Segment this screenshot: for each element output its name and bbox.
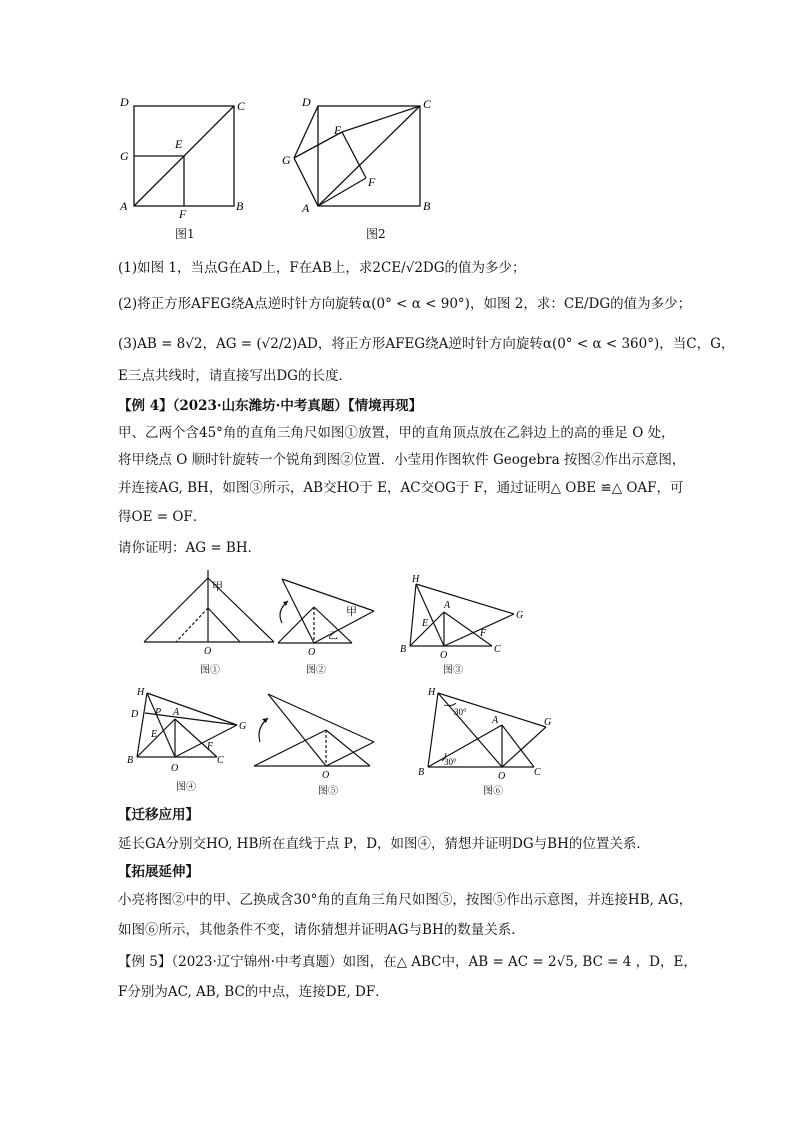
svg-text:O: O [308,647,316,655]
svg-text:A: A [444,600,451,611]
svg-text:A: A [492,715,499,726]
svg-text:D: D [120,95,129,109]
svg-text:C: C [237,99,246,113]
figure-circle-4 [125,685,260,775]
label-yi-2: 乙 [328,631,338,642]
svg-text:C: C [217,755,224,766]
svg-text:G: G [282,153,291,167]
figure-1 [115,92,255,222]
transfer-text: 延长GA分别交HO, HB所在直线于点 P，D，如图④，猜想并证明DG与BH的位置关系． [118,836,650,852]
svg-text:H: H [428,687,436,698]
svg-text:F: F [179,207,187,221]
svg-text:A: A [120,199,128,213]
svg-text:F: F [368,175,376,189]
question-3-line-2: E三点共线时，请直接写出DG的长度． [118,368,352,384]
svg-text:G: G [544,717,552,728]
figure-circle-1-caption: 图① [200,665,220,676]
svg-text:H: H [137,687,145,698]
svg-text:O: O [171,763,179,774]
figure-circle-1 [140,570,280,670]
figure-circle-2 [268,575,378,655]
svg-text:D: D [131,709,139,720]
svg-text:O: O [322,770,330,780]
figure-circle-3 [400,572,525,662]
svg-text:H: H [412,574,420,585]
svg-text:B: B [418,767,425,778]
extend-p1: 小亮将图②中的甲、乙换成含30°角的直角三角尺如图⑤，按图⑤作出示意图，并连接HB, AG， [118,892,693,908]
figure-circle-5-caption: 图⑤ [318,786,338,797]
transfer-heading: 【迁移应用】 [118,807,199,823]
question-1: (1)如图 1，当点G在AD上，F在AB上，求2CE/√2DG的值为多少； [118,260,526,276]
label-jia-2: 甲 [346,606,357,618]
example-4-p3: 并连接AG, BH，如图③所示，AB交HO于 E，AC交OG于 F，通过证明△ OBE ≌△ OAF，可 [118,480,684,496]
svg-text:G: G [120,149,129,163]
figure-1-caption: 图1 [175,227,195,241]
svg-text:A: A [173,707,180,718]
example-4-heading: 【例 4】（2023·山东潍坊·中考真题）【情境再现】 [118,398,423,414]
figure-circle-2-caption: 图② [306,665,326,676]
svg-text:D: D [302,95,311,109]
angle-30-bottom: 30° [444,757,457,767]
figure-circle-6-caption: 图⑥ [483,786,503,797]
extend-heading: 【拓展延伸】 [118,864,199,880]
example-4-p2: 将甲绕点 O 顺时针旋转一个锐角到图②位置．小莹用作图软件 Geogebra 按图②作出示意图， [118,452,686,468]
svg-text:B: B [400,644,407,655]
label-jia-1: 甲 [212,581,223,593]
svg-text:B: B [127,755,134,766]
figure-circle-5 [250,690,380,780]
svg-text:C: C [423,97,432,111]
svg-text:A: A [302,201,310,215]
svg-text:O: O [204,646,212,657]
svg-text:B: B [423,199,431,213]
svg-text:F: F [480,628,487,639]
figure-circle-3-caption: 图③ [443,665,463,676]
svg-text:O: O [498,771,506,780]
svg-text:E: E [422,618,429,629]
svg-text:C: C [494,644,501,655]
figure-circle-4-caption: 图④ [176,782,196,793]
svg-text:F: F [207,741,214,752]
svg-text:O: O [440,650,448,661]
svg-text:C: C [534,767,541,778]
svg-text:P: P [155,707,162,718]
example-5-line-2: F分别为AC, AB, BC的中点，连接DE, DF． [118,984,389,1000]
example-4-p1: 甲、乙两个含45°角的直角三角尺如图①放置，甲的直角顶点放在乙斜边上的高的垂足 O 处， [118,425,675,441]
question-2: (2)将正方形AFEG绕A点逆时针方向旋转α(0° < α < 90°)，如图 2，求：CE/DG的值为多少； [118,296,692,312]
figure-circle-6 [416,685,556,780]
example-4-p4: 得OE = OF． [118,509,207,525]
figure-2-caption: 图2 [366,227,386,241]
svg-text:G: G [239,721,247,732]
svg-text:B: B [236,199,244,213]
example-5-line-1: 【例 5】（2023·辽宁锦州·中考真题）如图，在△ ABC中，AB = AC = 2√5, BC = 4 ，D，E， [118,954,697,970]
svg-text:E: E [175,137,183,151]
svg-text:E: E [334,123,342,137]
angle-30-top: 30° [454,707,467,717]
svg-text:E: E [151,729,158,740]
example-4-p5: 请你证明：AG = BH． [118,540,262,556]
extend-p2: 如图⑥所示，其他条件不变，请你猜想并证明AG与BH的数量关系． [118,922,525,938]
question-3-line-1: (3)AB = 8√2，AG = (√2/2)AD，将正方形AFEG绕A逆时针方向旋转α(0° < α < 360°)，当C，G， [118,336,735,352]
svg-text:G: G [516,610,524,621]
figure-2 [280,92,440,222]
